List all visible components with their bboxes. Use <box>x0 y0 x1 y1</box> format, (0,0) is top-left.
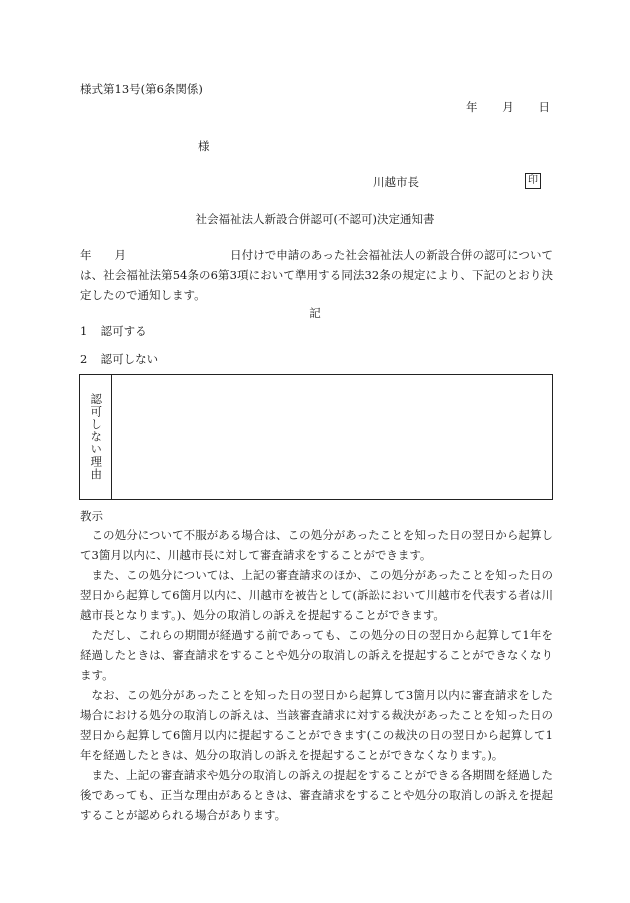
body-text: 日付けで申請のあった社会福祉法人の新設合併の認可については、社会福祉法第54条の6第3項において準用する同法32条の規定により、下記のとおり決定したので通知します。 <box>80 248 553 302</box>
reason-box <box>79 374 553 500</box>
form-number: 様式第13号(第6条関係) <box>80 82 203 96</box>
date-placeholder: 年 月 <box>80 248 126 262</box>
item-disapprove <box>80 351 158 367</box>
kyoji-paragraph: この処分について不服がある場合は、この処分があったことを知った日の翌日から起算して3箇月以内に、川越市長に対して審査請求をすることができます。 <box>80 528 553 562</box>
reason-label: 認可しない理由 <box>89 393 104 481</box>
document-title: 社会福祉法人新設合併認可(不認可)決定通知書 <box>195 212 435 226</box>
kyoji-heading: 教示 <box>80 509 103 523</box>
kyoji-notice <box>80 525 553 825</box>
ki-heading: 記 <box>309 306 321 320</box>
addressee-honorific: 様 <box>198 139 210 153</box>
kyoji-paragraph: また、この処分については、上記の審査請求のほか、この処分があったことを知った日の翌日から起算して6箇月以内に、川越市を被告として(訴訟において川越市を代表する者は川越市長となります。)、処分の取消しの訴えを提起することができます。 <box>80 568 553 622</box>
item-number: 1 <box>80 324 88 338</box>
seal-mark: 印 <box>525 173 541 189</box>
item-label: 認可しない <box>100 352 159 366</box>
date-month-label: 月 <box>502 100 514 114</box>
kyoji-paragraph: また、上記の審査請求や処分の取消しの訴えの提起をすることができる各期間を経過した後であっても、正当な理由があるときは、審査請求をすることや処分の取消しの訴えを提起することが認められる場合があります。 <box>80 768 553 822</box>
item-approve <box>80 323 147 339</box>
date-line <box>466 99 550 115</box>
reason-label-cell <box>80 375 112 499</box>
date-year-label: 年 <box>466 100 478 114</box>
date-day-label: 日 <box>538 100 550 114</box>
item-label: 認可する <box>100 324 147 338</box>
kyoji-paragraph: なお、この処分があったことを知った日の翌日から起算して3箇月以内に審査請求をした場合における処分の取消しの訴えは、当該審査請求に対する裁決があったことを知った日の翌日から起算して6箇月以内に提起することができます(この裁決の日の翌日から起算して1年を経過したときは、処分の取消しの訴えを提起することができなくなります。)。 <box>80 688 553 762</box>
kyoji-paragraph: ただし、これらの期間が経過する前であっても、この処分の日の翌日から起算して1年を経過したときは、審査請求をすることや処分の取消しの訴えを提起することができなくなります。 <box>80 628 553 682</box>
sender-title: 川越市長 <box>373 175 419 189</box>
body-paragraph <box>80 245 553 305</box>
item-number: 2 <box>80 352 88 366</box>
